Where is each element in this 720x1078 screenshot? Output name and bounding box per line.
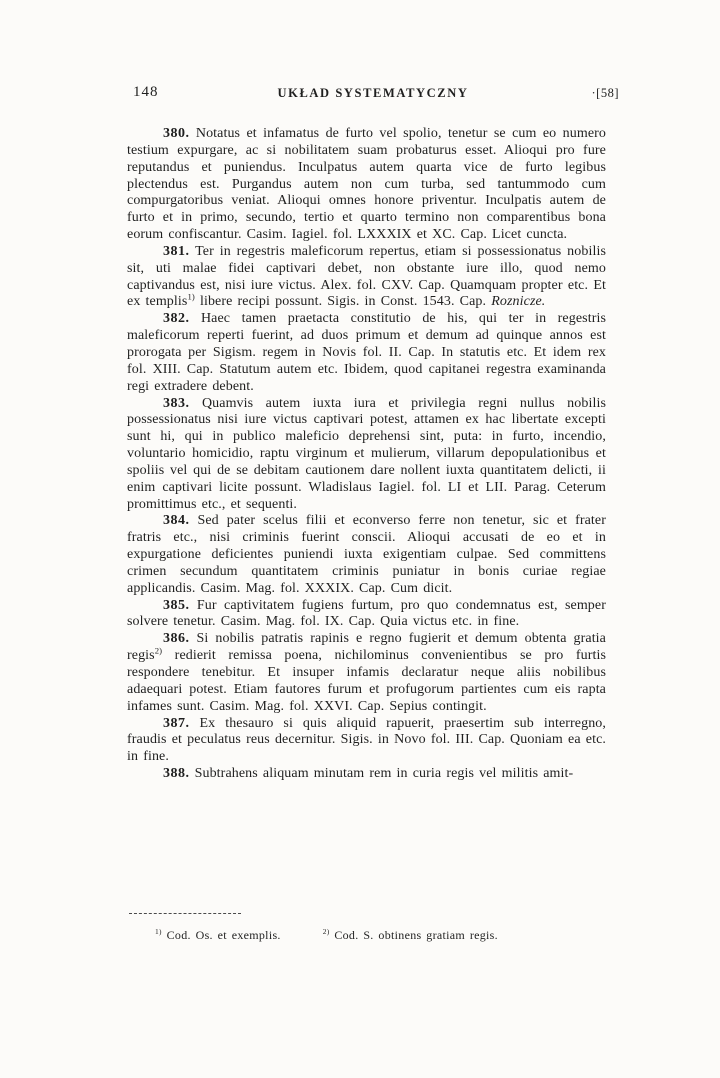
running-header (127, 84, 619, 104)
paragraph-number: 386. (163, 631, 190, 647)
paragraph-text: libere recipi possunt. Sigis. in Const. 1543. Cap. (194, 294, 492, 310)
paragraph-text: redierit remissa poena, nichilominus convenientibus se pro furtis respondere tenebitur. Et insuper infamis declaratur neque aliis nobilibus adaequari potest. Etiam fautores furum et profugorum partientes cum eis rapta infames sunt. Casim. Mag. fol. XXVI. Cap. Sepius contingit. (127, 648, 606, 714)
paragraph-number: 382. (163, 311, 190, 327)
paragraph-385 (127, 598, 606, 632)
footnote-marker: 2) (322, 927, 330, 936)
paragraph-number: 383. (163, 395, 190, 411)
page-number: 148 (133, 84, 159, 100)
paragraph-text: Ter in regestris maleficorum repertus, etiam si possessionatus nobilis sit, uti malae fidei captivari debet, non obstante iure illo, quod nemo captivandus est, nisi iure victus. Alex. fol. CXV. Cap. Quamquam propter etc. Et ex templis (127, 243, 606, 310)
footnote-marker: 1) (155, 927, 162, 936)
paragraph-384 (127, 513, 606, 597)
paragraph-text: Ex thesauro si quis aliquid rapuerit, praesertim sub interregno, fraudis et peculatus reus decernitur. Sigis. in Novo fol. III. Cap. Quoniam ea etc. in fine. (127, 715, 606, 765)
paragraph-381 (127, 244, 606, 311)
footnote-reference-marker: 1) (187, 291, 195, 302)
paragraph-380 (127, 126, 606, 244)
footnote: $^{1)}$ Cod. Os. et exemplis. (155, 927, 281, 942)
footnote-reference-marker: 2) (154, 645, 163, 656)
paragraph-number: 387. (163, 715, 190, 731)
paragraph-number: 388. (163, 766, 190, 782)
paragraph-text: Notatus et infamatus de furto vel spolio, tenetur se cum eo numero testium expurgare, ac si nobilitatem suam probaturus esset. Alioqui pro fure reputandus et puniendus. Inculpatus autem quarta vice de furto legibus plectendus est. Purgandus autem non cum turba, sed tantummodo cum compurgatoribus veniat. Alioqui omnes honore priventur. Inculpatis autem de furto et in primo, secundo, tertio et quarto termino non comparentibus bona eorum confiscantur. Casim. Iagiel. fol. LXXXIX et XC. Cap. Licet cuncta. (127, 126, 606, 243)
paragraph-text: Fur captivitatem fugiens furtum, pro quo condemnatus est, semper solvere tenetur. Casim. Mag. fol. IX. Cap. Quia victus etc. in fine. (127, 597, 606, 630)
paragraph-text: Sed pater scelus filii et econverso ferre non tenetur, sic et frater fratris etc., nisi criminis fuerint conscii. Alioqui accusati de eo et in expurgatione deficientes puniendi iuxta exigentiam culpae. Sed committens crimen secundum quantitatem criminis puniatur in bonis curiae regiae applicandis. Casim. Mag. fol. XXXIX. Cap. Cum dicit. (127, 513, 606, 596)
paragraph-387 (127, 716, 606, 767)
paragraph-text: Si nobilis patratis rapinis e regno fugierit et demum obtenta gratia regis (127, 631, 606, 664)
footnote: $^{2)}$ Cod. S. obtinens gratiam regis. (322, 927, 498, 942)
paragraph-text: Quamvis autem iuxta iura et privilegia regni nullus nobilis possessionatus nisi iure victus captivari potest, attamen ex hac libertate excepti sunt hi, qui in publico maleficio deprehensi sint, puta: in furto, incendio, voluntario homicidio, raptu virginum et mulierum, villarum depopulationibus et spoliis vel qui de se debitam cautionem dare nollent iuxta quantitatem delicti, ii enim captivari licite possunt. Wladislaus Iagiel. fol. LI et LII. Parag. Ceterum promittimus etc., et sequenti. (127, 395, 606, 512)
paragraph-388 (127, 766, 606, 783)
footnote-separator-rule (129, 913, 241, 914)
italic-citation: Roznicze. (491, 294, 546, 310)
paragraph-text: Subtrahens aliquam minutam rem in curia regis vel militis amit- (189, 766, 574, 782)
footnotes (155, 928, 595, 943)
paragraph-number: 380. (163, 126, 190, 141)
paragraph-text: Haec tamen praetacta constitutio de his, qui ter in regestris maleficorum reperti fuerint, ad duos primum et demum ad quinque annos est prorogata per Sigism. regem in Novis fol. II. Cap. In statutis etc. Et idem rex fol. XIII. Cap. Statutum autem etc. Ibidem, quod capitanei regestra examinanda regi extradere debent. (127, 311, 606, 394)
paragraph-number: 384. (163, 513, 190, 529)
paragraph-382 (127, 311, 606, 395)
folio-number: ·[58] (591, 86, 619, 100)
paragraph-383 (127, 396, 606, 514)
paragraph-number: 381. (163, 243, 190, 259)
paragraph-number: 385. (163, 597, 190, 613)
text-block (127, 126, 606, 783)
running-title: UKŁAD SYSTEMATYCZNY (277, 86, 469, 100)
paragraph-386 (127, 631, 606, 715)
